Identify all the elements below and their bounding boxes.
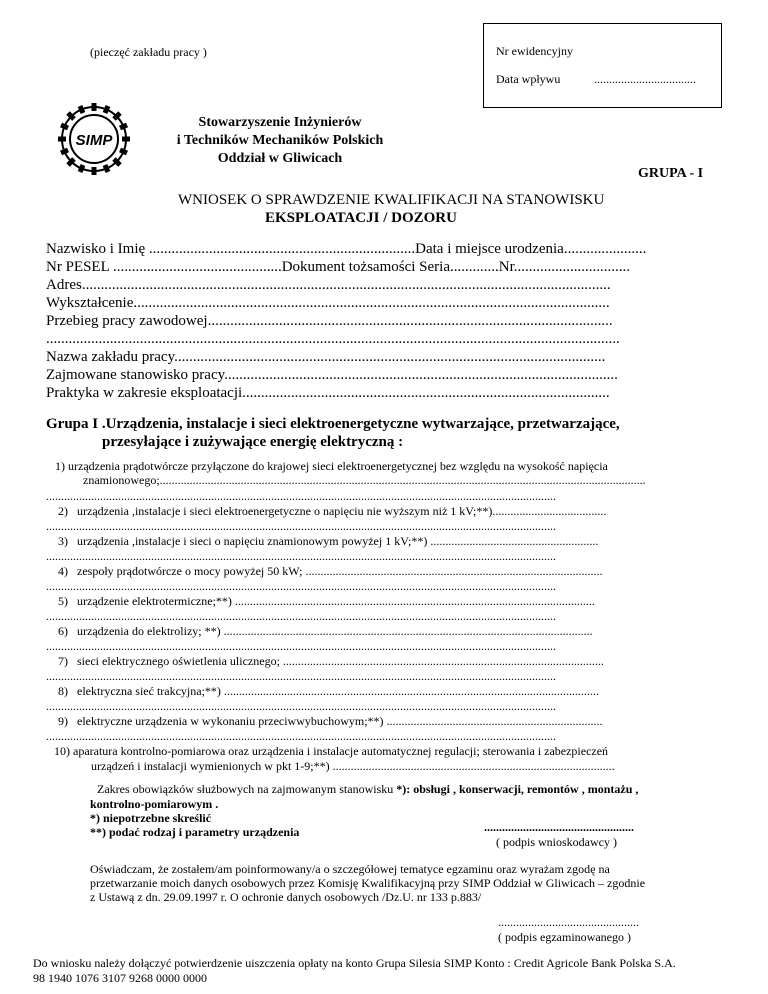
field-address[interactable]: Adres............................................................................................................................................. [46, 277, 611, 293]
item-9 [58, 714, 603, 729]
item-number: 10) [54, 744, 70, 758]
scope-prefix: Zakres obowiązków służbowych na zajmowanym stanowisku [97, 782, 397, 796]
scope-bold: *): obsługi , konserwacji, remontów , montażu , [396, 782, 639, 796]
item-dotted-line[interactable]: .......................................................................................................................................................................... [46, 519, 556, 533]
registration-number-label: Nr ewidencyjny [496, 44, 573, 58]
field-pesel-document[interactable]: Nr PESEL .............................................Dokument tożsamości Seria.............Nr............................... [46, 259, 630, 275]
organization-line1: Stowarzyszenie Inżynierów [198, 115, 362, 130]
form-title: WNIOSEK O SPRAWDZENIE KWALIFIKACJI NA STANOWISKU [178, 192, 605, 208]
field-work-history[interactable]: Przebieg pracy zawodowej............................................................................................................ [46, 313, 613, 329]
footer-line1: Do wniosku należy dołączyć potwierdzenie uiszczenia opłaty na konto Grupa Silesia SIMP Konto : Credit Agricole Bank Polska S.A. [33, 956, 676, 970]
organization-line2: i Techników Mechaników Polskich [176, 133, 384, 148]
scope-line1 [97, 782, 638, 797]
item-text: aparatura kontrolno-pomiarowa oraz urządzenia i instalacje automatycznej regulacji; sterowania i zabezpieczeń [73, 744, 609, 758]
item-1-cont[interactable]: znamionowego;.................................................................................................................................................................. [83, 473, 646, 487]
item-dotted-line[interactable]: .......................................................................................................................................................................... [46, 609, 556, 623]
item-text: urządzenie elektrotermiczne;**) ........................................................................................................................ [77, 594, 595, 608]
applicant-signature-label: ( podpis wnioskodawcy ) [496, 835, 617, 849]
item-3 [58, 534, 598, 549]
item-4 [58, 564, 602, 579]
item-dotted-line[interactable]: .......................................................................................................................................................................... [46, 669, 556, 683]
applicant-signature-line[interactable]: .................................................. [484, 820, 634, 834]
receipt-date-label: Data wpływu [496, 72, 561, 86]
item-dotted-line[interactable]: .......................................................................................................................................................................... [46, 699, 556, 713]
organization-name [140, 114, 420, 168]
logo-text: SIMP [75, 132, 113, 149]
item-number: 3) [58, 534, 68, 548]
group-heading-line2: przesyłające i zużywające energię elektryczną : [102, 434, 404, 450]
footer-account-number: 98 1940 1076 3107 9268 0000 0000 [33, 971, 207, 985]
item-text: elektryczna sieć trakcyjna;**) ............................................................................................................................. [77, 684, 599, 698]
field-position[interactable]: Zajmowane stanowisko pracy......................................................................................................... [46, 367, 618, 383]
item-text: urządzenia ,instalacje i sieci elektroenergetyczne o napięciu nie wyższym niż 1 kV;**)...................................... [77, 504, 607, 518]
field-education[interactable]: Wykształcenie............................................................................................................................... [46, 295, 610, 311]
group-heading-line1: Grupa I .Urządzenia, instalacje i sieci elektroenergetyczne wytwarzające, przetwarzające, [46, 416, 620, 432]
item-5 [58, 594, 595, 609]
item-number: 2) [58, 504, 68, 518]
item-1 [55, 459, 608, 474]
examinee-signature-line[interactable]: ............................................... [498, 915, 639, 929]
item-number: 8) [58, 684, 68, 698]
examinee-signature-label: ( podpis egzaminowanego ) [498, 930, 631, 944]
item-6 [58, 624, 593, 639]
organization-line3: Oddział w Gliwicach [217, 151, 343, 166]
item-dotted-line[interactable]: .......................................................................................................................................................................... [46, 729, 556, 743]
item-text: elektryczne urządzenia w wykonaniu przeciwwybuchowym;**) ........................................................................ [77, 714, 603, 728]
item-number: 4) [58, 564, 68, 578]
stamp-label: (pieczęć zakładu pracy ) [90, 45, 207, 59]
item-text: zespoły prądotwórcze o mocy powyżej 50 kW; ................................................................................................... [77, 564, 603, 578]
item-number: 6) [58, 624, 68, 638]
field-work-history-cont[interactable]: ......................................................................................................................................................... [46, 331, 620, 347]
item-dotted-line[interactable]: .......................................................................................................................................................................... [46, 639, 556, 653]
field-name-birth[interactable]: Nazwisko i Imię .......................................................................Data i miejsce urodzenia...................... [46, 241, 647, 257]
item-text: urządzenia ,instalacje i sieci o napięciu znamionowym powyżej 1 kV;**) ........................................................ [77, 534, 599, 548]
declaration-line1: Oświadczam, że zostałem/am poinformowany/a o szczegółowej tematyce egzaminu oraz wyrażam zgodę na [90, 862, 610, 876]
item-8 [58, 684, 599, 699]
receipt-date-field[interactable]: .................................. [594, 72, 696, 86]
declaration-line2: przetwarzanie moich danych osobowych przez Komisję Kwalifikacyjną przy SIMP Oddział w Gliwicach – zgodnie [90, 876, 646, 890]
item-7 [58, 654, 604, 669]
item-number: 1) [55, 459, 65, 473]
scope-note-strike: *) niepotrzebne skreślić [90, 811, 212, 825]
scope-line2: kontrolno-pomiarowym . [90, 797, 219, 811]
item-text: sieci elektrycznego oświetlenia ulicznego; ........................................................................................................... [77, 654, 604, 668]
item-10 [54, 744, 608, 759]
group-label: GRUPA - I [638, 166, 704, 181]
registration-box [483, 23, 722, 108]
item-dotted-line[interactable]: .......................................................................................................................................................................... [46, 549, 556, 563]
field-practice[interactable]: Praktyka w zakresie eksploatacji.................................................................................................. [46, 385, 610, 401]
item-number: 5) [58, 594, 68, 608]
item-number: 7) [58, 654, 68, 668]
form-subtitle: EKSPLOATACJI / DOZORU [265, 210, 457, 226]
simp-logo-icon [56, 101, 132, 177]
declaration-line3: z Ustawą z dn. 29.09.1997 r. O ochronie danych osobowych /Dz.U. nr 133 p.883/ [90, 890, 482, 904]
item-2 [58, 504, 606, 519]
item-dotted-line[interactable]: .......................................................................................................................................................................... [46, 579, 556, 593]
item-text: urządzenia do elektrolizy; **) ........................................................................................................................... [77, 624, 593, 638]
item-10-cont[interactable]: urządzeń i instalacji wymienionych w pkt 1-9;**) .............................................................................................. [91, 759, 615, 773]
item-dotted-line[interactable]: .......................................................................................................................................................................... [46, 489, 556, 503]
item-text: urządzenia prądotwórcze przyłączone do krajowej sieci elektroenergetycznej bez względu na wysokość napięcia [68, 459, 608, 473]
field-workplace[interactable]: Nazwa zakładu pracy................................................................................................................... [46, 349, 606, 365]
item-number: 9) [58, 714, 68, 728]
scope-note-device: **) podać rodzaj i parametry urządzenia [90, 825, 300, 839]
